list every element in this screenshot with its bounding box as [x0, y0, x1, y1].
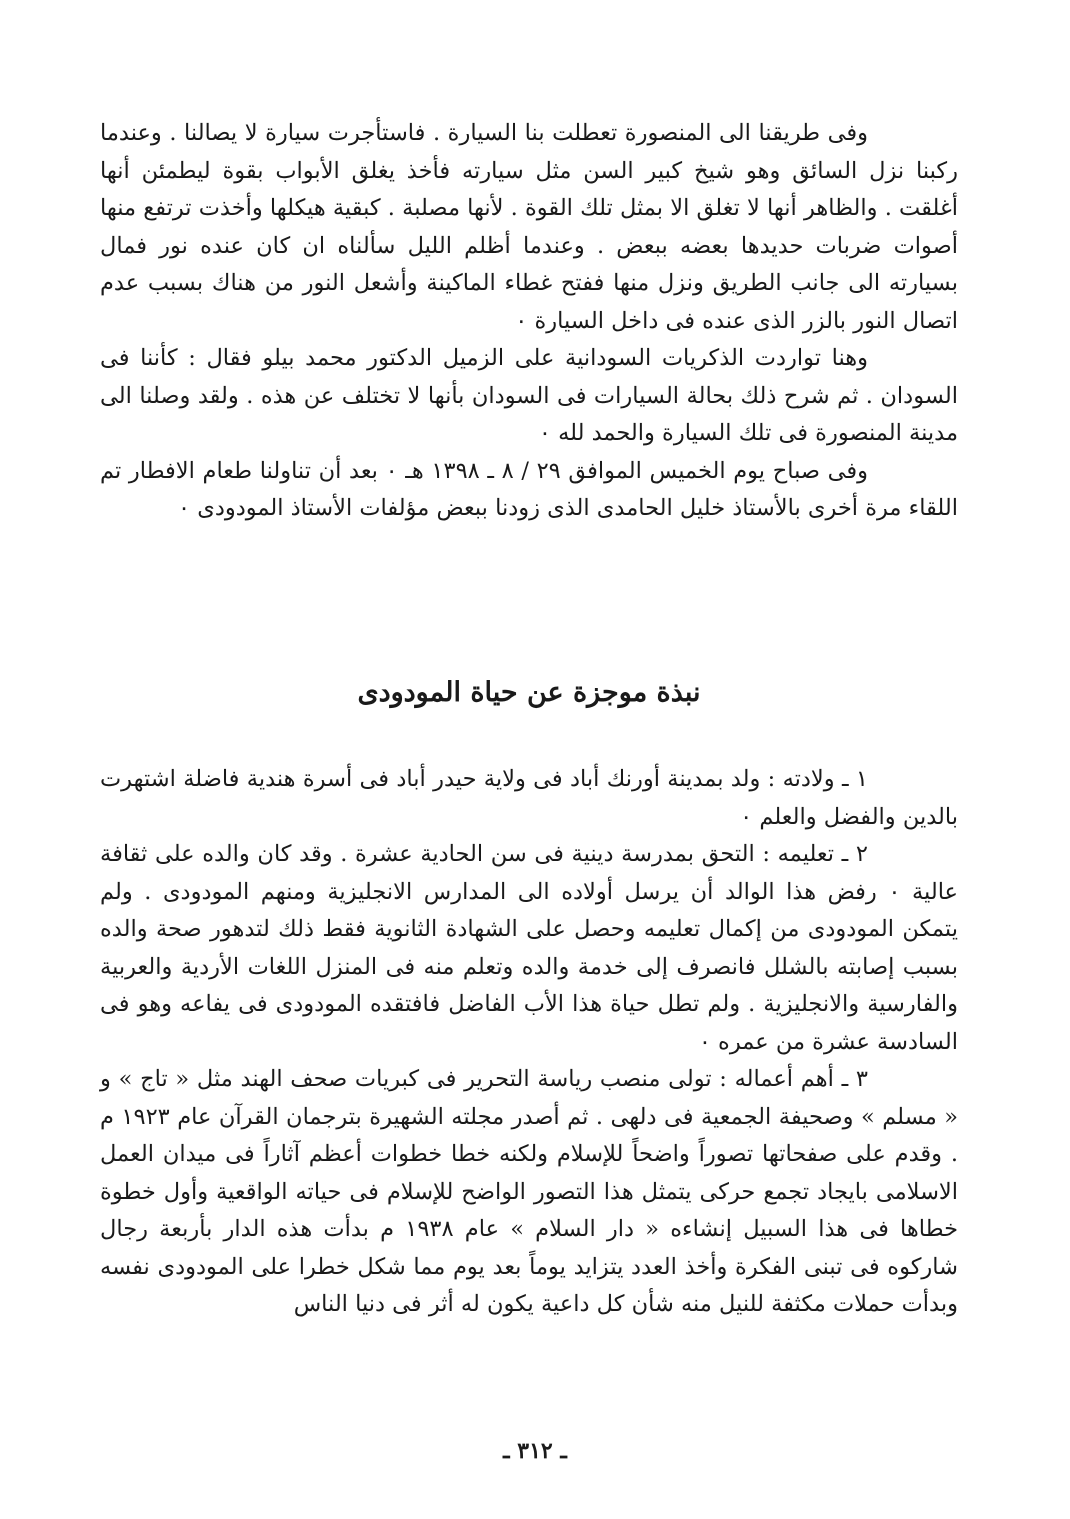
travel-narrative-section: [100, 115, 958, 528]
paragraph-works: ٣ ـ أهم أعماله : تولى منصب رياسة التحرير فى كبريات صحف الهند مثل « تاج » و « مسلم » وصحيفة الجمعية فى دلهى . ثم أصدر مجلته الشهيرة بترجمان القرآن عام ١٩٢٣ م . وقدم على صفحاتها تصوراً واضحاً للإسلام ولكنه خطا خطوات أعظم آثاراً فى ميدان العمل الاسلامى بايجاد تجمع حركى يتمثل هذا التصور الواضح للإسلام فى حياته الواقعية وأول خطوة خطاها فى هذا السبيل إنشاءه « دار السلام » عام ١٩٣٨ م بدأت هذه الدار بأربعة رجال شاركوه فى تبنى الفكرة وأخذ العدد يتزايد يوماً بعد يوم مما شكل خطرا على المودودى نفسه وبدأت حملات مكثفة للنيل منه شأن كل داعية يكون له أثر فى دنيا الناس: [100, 1066, 959, 1317]
paragraph-thursday-meeting: وفى صباح يوم الخميس الموافق ٢٩ / ٨ ـ ١٣٩٨ هـ ٠ بعد أن تناولنا طعام الافطار تم اللقاء مرة أخرى بالأستاذ خليل الحامدى الذى زودنا ببعض مؤلفات الأستاذ المودودى ٠: [100, 457, 958, 521]
paragraph-education: ٢ ـ تعليمه : التحق بمدرسة دينية فى سن الحادية عشرة . وقد كان والده على ثقافة عالية ٠ رفض هذا الوالد أن يرسل أولاده الى المدارس الانجليزية ومنهم المودودى . ولم يتمكن المودودى من إكمال تعليمه وحصل على الشهادة الثانوية فقط ذلك لتدهور صحة والده بسبب إصابته بالشلل فانصرف إلى خدمة والده وتعلم منه فى المنزل اللغات الأردية والعربية والفارسية والانجليزية . ولم تطل حياة هذا الأب الفاضل فافتقده المودودى فى يفاعه وهو فى السادسة عشرة من عمره ٠: [100, 841, 958, 1055]
page-number: ـ ٣١٢ ـ: [503, 1438, 567, 1464]
paragraph-car-breakdown: وفى طريقنا الى المنصورة تعطلت بنا السيارة . فاستأجرت سيارة لا يصالنا . وعندما ركبنا نزل السائق وهو شيخ كبير السن مثل سيارته فأخذ يغلق الأبواب بقوة ليطمئن أنها أغلقت . والظاهر أنها لا تغلق الا بمثل تلك القوة . لأنها مصلبة . كبقية هيكلها وأخذت ترتفع منها أصوات ضربات حديدها بعضه ببعض . وعندما أظلم الليل سألناه ان كان عنده نور فمال بسيارته الى جانب الطريق ونزل منها ففتح غطاء الماكينة وأشعل النور من هناك بسبب عدم اتصال النور بالزر الذى عنده فى داخل السيارة ٠: [100, 120, 958, 334]
biography-section: [100, 761, 958, 1324]
section-heading: نبذة موجزة عن حياة المودودى: [357, 677, 701, 708]
paragraph-birth: ١ ـ ولادته : ولد بمدينة أورنك أباد فى ولاية حيدر أباد فى أسرة هندية فاضلة اشتهرت بالدين والفضل والعلم ٠: [100, 766, 958, 830]
paragraph-sudan-memories: وهنا تواردت الذكريات السودانية على الزميل الدكتور محمد بيلو فقال : كأننا فى السودان . ثم شرح ذلك بحالة السيارات فى السودان بأنها لا تختلف عن هذه . ولقد وصلنا الى مدينة المنصورة فى تلك السيارة والحمد لله ٠: [100, 345, 958, 446]
